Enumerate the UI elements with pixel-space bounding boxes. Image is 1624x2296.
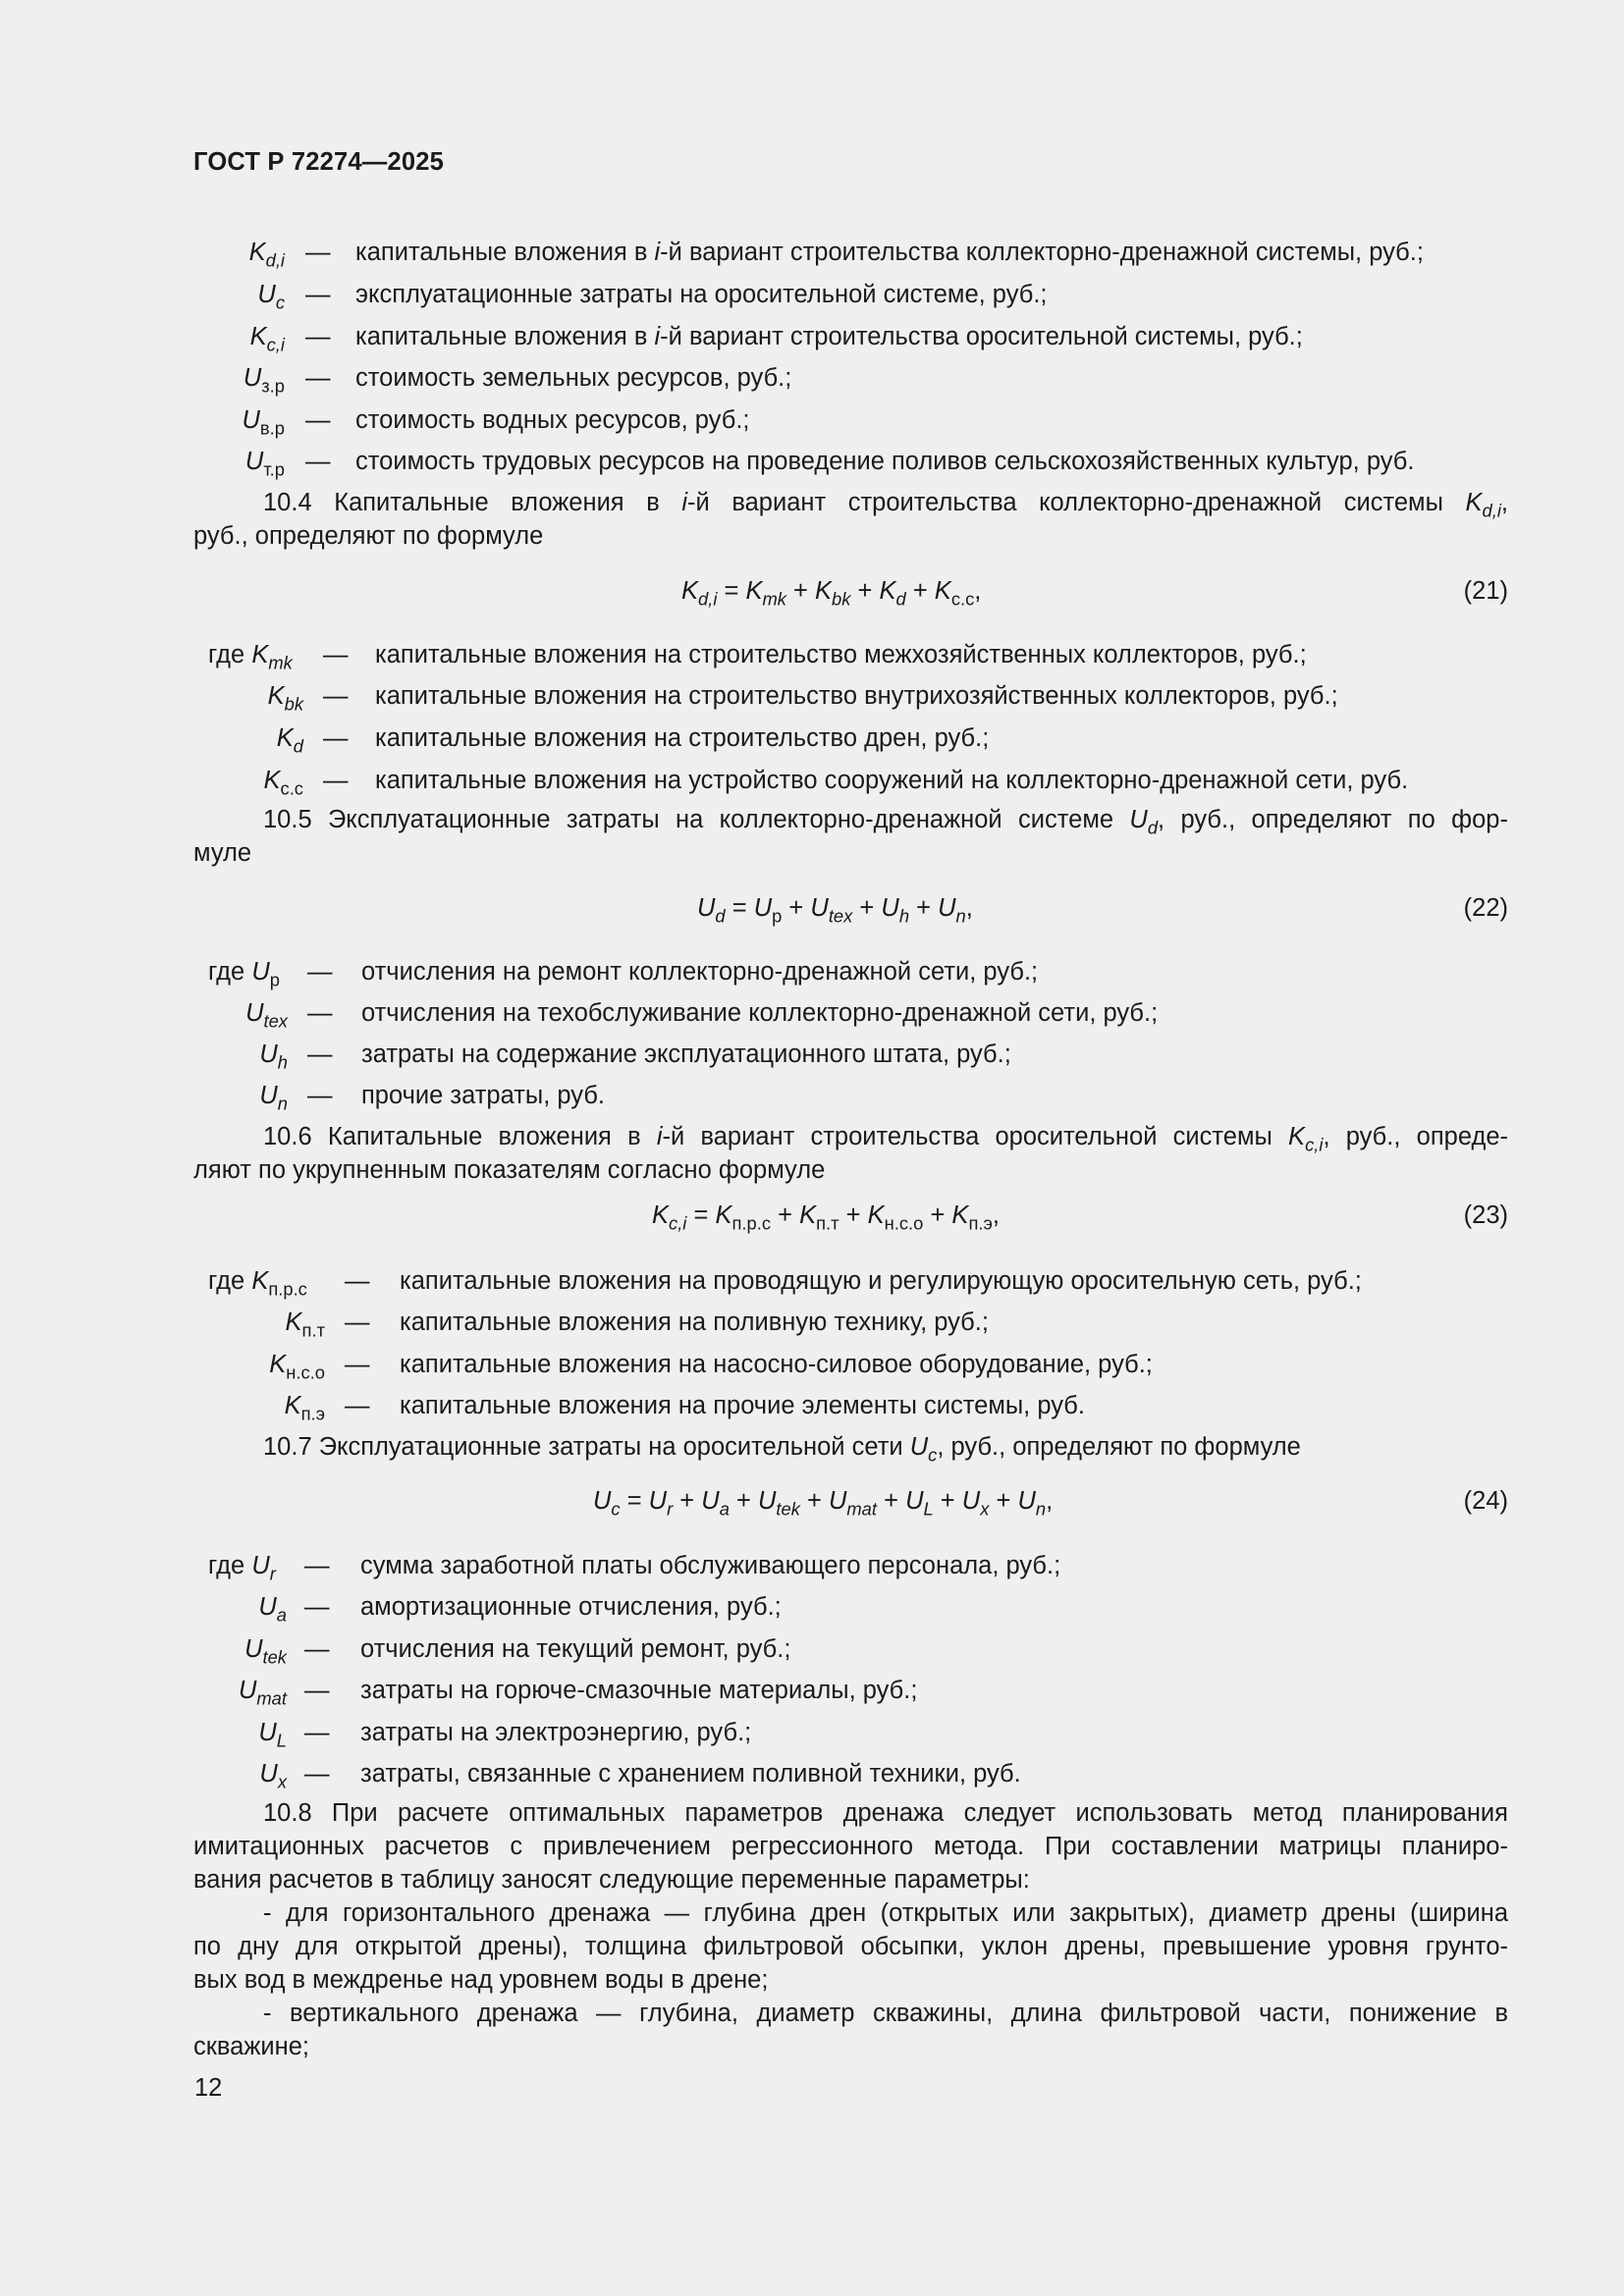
equation-number: (23)	[1463, 1201, 1508, 1229]
definition-text: капитальные вложения в i-й вариант строительства оросительной системы, руб.;	[355, 323, 1303, 350]
symbol-uc: $U_c$	[257, 281, 285, 313]
dash: —	[307, 958, 333, 986]
dash: —	[304, 1760, 330, 1788]
definition-text: амортизационные отчисления, руб.;	[360, 1593, 782, 1621]
symbol-kci: $K_{c,i}$	[249, 323, 285, 355]
definition-text: сумма заработной платы обслуживающего персонала, руб.;	[360, 1552, 1061, 1579]
paragraph-10-4-line: 10.4 Капитальные вложения в i-й вариант строительства коллекторно-дренажной системы $K_{d,i}$,	[263, 489, 1508, 521]
definition-text: затраты на содержание эксплуатационного штата, руб.;	[361, 1041, 1011, 1068]
dash: —	[307, 999, 333, 1027]
where-word: где	[208, 641, 245, 668]
symbol-kpt: $K_{п.т}$	[285, 1308, 325, 1341]
dash: —	[304, 1719, 330, 1746]
dash: —	[304, 1635, 330, 1663]
equation-number: (21)	[1463, 577, 1508, 605]
where-word: где	[208, 1267, 245, 1295]
definition-text: капитальные вложения на поливную технику, руб.;	[400, 1308, 989, 1336]
where-label: где $K_{mk}$	[208, 641, 293, 673]
definition-text: капитальные вложения на насосно-силовое оборудование, руб.;	[400, 1351, 1153, 1378]
bullet-vertical-drainage-line: скважине;	[193, 2033, 309, 2060]
where-word: где	[208, 958, 245, 986]
dash: —	[304, 1677, 330, 1704]
definition-text: капитальные вложения в i-й вариант строительства коллекторно-дренажной системы, руб.;	[355, 239, 1424, 266]
definition-text: эксплуатационные затраты на оросительной системе, руб.;	[355, 281, 1048, 308]
where-word: где	[208, 1552, 245, 1579]
dash: —	[307, 1041, 333, 1068]
dash: —	[305, 281, 331, 308]
symbol-kdi: $K_{d,i}$	[248, 239, 285, 271]
symbol-ua: $U_a$	[258, 1593, 287, 1626]
symbol-utex: $U_{tex}$	[245, 999, 288, 1032]
formula-24: $U_c = U_r + U_a + U_{tek} + U_{mat} + U_L + U_x + U_n$,	[593, 1487, 1054, 1520]
paragraph-10-8-line: 10.8 При расчете оптимальных параметров дренажа следует использовать метод планирования	[263, 1799, 1508, 1827]
symbol-knso: $K_{н.с.о}$	[269, 1351, 325, 1383]
symbol-kpe: $K_{п.э}$	[284, 1392, 325, 1424]
definition-text: отчисления на текущий ремонт, руб.;	[360, 1635, 791, 1663]
bullet-horizontal-drainage-line: - для горизонтального дренажа — глубина дрен (открытых или закрытых), диаметр дрены (ширина	[263, 1899, 1508, 1927]
dash: —	[323, 767, 349, 794]
definition-text: капитальные вложения на прочие элементы системы, руб.	[400, 1392, 1085, 1419]
symbol-ul: $U_L$	[258, 1719, 287, 1751]
bullet-horizontal-drainage-line: по дну для открытой дрены), толщина фильтровой обсыпки, уклон дрены, превышение уровня грунто-	[193, 1933, 1508, 1960]
equation-number: (22)	[1463, 894, 1508, 922]
definition-text: капитальные вложения на строительство межхозяйственных коллекторов, руб.;	[375, 641, 1307, 668]
symbol-utr: $U_{т.р}$	[244, 448, 285, 480]
dash: —	[305, 239, 331, 266]
equation-number: (24)	[1463, 1487, 1508, 1515]
dash: —	[345, 1392, 370, 1419]
definition-text: затраты на горюче-смазочные материалы, руб.;	[360, 1677, 918, 1704]
definition-text: капитальные вложения на устройство сооружений на коллекторно-дренажной сети, руб.	[375, 767, 1409, 794]
bullet-horizontal-drainage-line: вых вод в междренье над уровнем воды в дрене;	[193, 1966, 769, 1994]
dash: —	[305, 448, 331, 475]
dash: —	[305, 323, 331, 350]
page-number: 12	[194, 2074, 223, 2102]
symbol-uh: $U_h$	[259, 1041, 288, 1073]
bullet-vertical-drainage-line: - вертикального дренажа — глубина, диаметр скважины, длина фильтровой части, понижение в	[263, 2000, 1508, 2027]
formula-23: $K_{c,i} = K_{п.р.с} + K_{п.т} + K_{н.с.о} + K_{п.э}$,	[652, 1201, 1000, 1234]
dash: —	[323, 724, 349, 752]
definition-text: затраты на электроэнергию, руб.;	[360, 1719, 752, 1746]
symbol-kbk: $K_{bk}$	[267, 682, 303, 715]
dash: —	[345, 1267, 370, 1295]
dash: —	[307, 1082, 333, 1109]
dash: —	[305, 406, 331, 434]
where-label: где $U_р$	[208, 958, 280, 990]
definition-text: капитальные вложения на строительство внутрихозяйственных коллекторов, руб.;	[375, 682, 1338, 710]
paragraph-10-6-line: ляют по укрупненным показателям согласно формуле	[193, 1156, 826, 1184]
definition-text: капитальные вложения на строительство дрен, руб.;	[375, 724, 990, 752]
definition-text: стоимость водных ресурсов, руб.;	[355, 406, 750, 434]
paragraph-10-8-line: вания расчетов в таблицу заносят следующие переменные параметры:	[193, 1866, 1030, 1894]
dash: —	[305, 364, 331, 392]
paragraph-10-6-line: 10.6 Капитальные вложения в i-й вариант строительства оросительной системы $K_{c,i}$, руб., опреде-	[263, 1123, 1508, 1155]
definition-text: стоимость земельных ресурсов, руб.;	[355, 364, 792, 392]
paragraph-10-8-line: имитационных расчетов с привлечением регрессионного метода. При составлении матрицы планиро-	[193, 1833, 1508, 1860]
symbol-kd: $K_d$	[276, 724, 303, 757]
definition-text: прочие затраты, руб.	[361, 1082, 606, 1109]
paragraph-10-5-line: 10.5 Эксплуатационные затраты на коллекторно-дренажной системе $U_d$, руб., определяют по фор-	[263, 806, 1508, 838]
definition-text: отчисления на ремонт коллекторно-дренажной сети, руб.;	[361, 958, 1039, 986]
dash: —	[323, 641, 349, 668]
dash: —	[304, 1593, 330, 1621]
symbol-uzr: $U_{з.р}$	[243, 364, 285, 397]
paragraph-10-7-line: 10.7 Эксплуатационные затраты на оросительной сети $U_c$, руб., определяют по формуле	[263, 1433, 1301, 1466]
symbol-un: $U_n$	[259, 1082, 288, 1114]
symbol-kss: $K_{с.с}$	[263, 767, 303, 799]
symbol-ux: $U_x$	[259, 1760, 287, 1792]
definition-text: затраты, связанные с хранением поливной техники, руб.	[360, 1760, 1021, 1788]
where-label: где $K_{п.р.с}$	[208, 1267, 307, 1300]
dash: —	[345, 1308, 370, 1336]
formula-22: $U_d = U_р + U_{tex} + U_h + U_n$,	[697, 894, 973, 927]
paragraph-10-5-line: муле	[193, 839, 252, 867]
dash: —	[345, 1351, 370, 1378]
definition-text: капитальные вложения на проводящую и регулирующую оросительную сеть, руб.;	[400, 1267, 1362, 1295]
formula-21: $K_{d,i} = K_{mk} + K_{bk} + K_d + K_{с.с}$,	[681, 577, 982, 610]
symbol-umat: $U_{mat}$	[238, 1677, 287, 1709]
definition-text: стоимость трудовых ресурсов на проведение поливов сельскохозяйственных культур, руб.	[355, 448, 1415, 475]
dash: —	[304, 1552, 330, 1579]
dash: —	[323, 682, 349, 710]
symbol-utek: $U_{tek}$	[244, 1635, 287, 1668]
symbol-uvr: $U_{в.р}$	[242, 406, 285, 439]
paragraph-10-4-line: руб., определяют по формуле	[193, 522, 544, 550]
where-label: где $U_r$	[208, 1552, 276, 1584]
document-header: ГОСТ Р 72274—2025	[193, 148, 445, 176]
definition-text: отчисления на техобслуживание коллекторно-дренажной сети, руб.;	[361, 999, 1159, 1027]
